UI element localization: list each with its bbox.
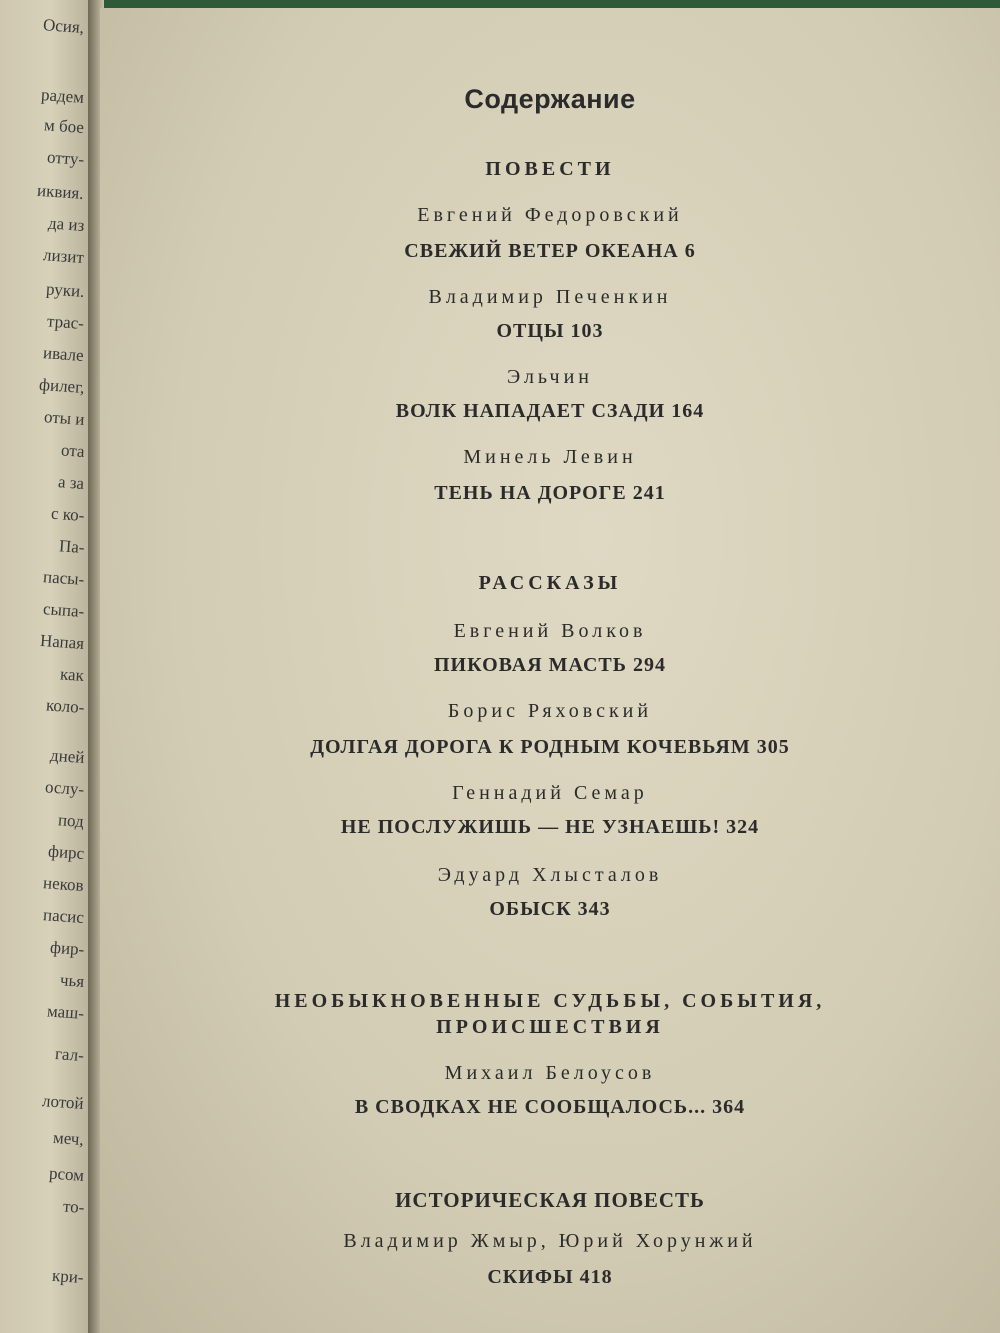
left-page-fragment: сыпа- (42, 599, 85, 621)
section-heading-sudby: НЕОБЫКНОВЕННЫЕ СУДЬБЫ, СОБЫТИЯ, (274, 990, 826, 1012)
toc-author: Эльчин (507, 366, 593, 388)
toc-author: Евгений Федоровский (417, 204, 683, 226)
toc-author: Евгений Волков (453, 620, 647, 642)
left-page-fragment: фир- (49, 937, 85, 959)
toc-entry: СКИФЫ 418 (487, 1266, 613, 1288)
left-page-fragment: ота (59, 440, 85, 461)
section-heading-rasskazy: РАССКАЗЫ (478, 572, 622, 594)
toc-entry: СВЕЖИЙ ВЕТЕР ОКЕАНА 6 (404, 240, 696, 262)
toc-entry: ДОЛГАЯ ДОРОГА К РОДНЫМ КОЧЕВЬЯМ 305 (310, 736, 790, 758)
left-page-fragment: Напая (39, 630, 85, 653)
section-heading-sudby-cont: ПРОИСШЕСТВИЯ (436, 1016, 664, 1038)
toc-author: Борис Ряховский (447, 700, 653, 722)
toc-entry: ТЕНЬ НА ДОРОГЕ 241 (434, 482, 666, 504)
toc-entry: ПИКОВАЯ МАСТЬ 294 (434, 654, 666, 676)
toc-entry: В СВОДКАХ НЕ СООБЩАЛОСЬ... 364 (354, 1096, 746, 1118)
left-page-fragment: ивале (42, 343, 85, 365)
toc-entry: ОТЦЫ 103 (496, 320, 604, 342)
left-page-fragment: Па- (57, 536, 85, 557)
left-page-fragment: как (59, 664, 85, 685)
left-page-fragment: иквия. (36, 180, 85, 203)
left-page-fragment: пасис (42, 905, 85, 927)
toc-author: Геннадий Семар (452, 782, 648, 804)
toc-author: Михаил Белоусов (444, 1062, 656, 1084)
left-page-fragment: лотой (41, 1091, 85, 1113)
left-page-fragment: пасы- (42, 567, 85, 589)
contents-page (100, 8, 1000, 1333)
toc-entry: НЕ ПОСЛУЖИШЬ — НЕ УЗНАЕШЬ! 324 (340, 816, 760, 838)
left-page-fragment: гал- (54, 1044, 85, 1065)
left-page-fragment: то- (62, 1196, 85, 1217)
left-page-fragment: оты и (42, 407, 85, 429)
left-page-margin (0, 0, 92, 1333)
toc-author: Владимир Печенкин (428, 286, 672, 308)
left-page-fragment: рсом (48, 1163, 85, 1185)
left-page-fragment: лизит (42, 245, 85, 267)
page-title: Содержание (464, 84, 636, 114)
left-page-fragment: меч, (52, 1127, 85, 1149)
left-page-fragment: Осия, (42, 15, 85, 37)
left-page-fragment: ослу- (44, 777, 85, 799)
left-page-fragment: руки. (45, 279, 85, 301)
left-page-fragment: а за (57, 472, 85, 493)
left-page-fragment: коло- (45, 695, 85, 717)
toc-author: Эдуард Хлысталов (437, 864, 663, 886)
left-page-fragment: м бое (43, 115, 85, 137)
left-page-fragment: с ко- (50, 503, 85, 525)
left-page-fragment: неков (42, 873, 85, 895)
left-page-fragment: отту- (46, 147, 85, 169)
toc-author: Владимир Жмыр, Юрий Хорунжий (343, 1230, 757, 1252)
left-page-fragment: филег, (38, 374, 85, 397)
section-heading-povesti: ПОВЕСТИ (485, 158, 615, 180)
left-page-fragment: маш- (46, 1001, 85, 1023)
left-page-fragment: трас- (46, 311, 85, 333)
left-page-fragment: под (57, 810, 85, 831)
toc-author: Минель Левин (463, 446, 637, 468)
left-page-fragment: радем (40, 85, 85, 107)
left-page-fragment: фирс (47, 841, 85, 863)
left-page-fragment: чья (59, 970, 85, 991)
toc-entry: ВОЛК НАПАДАЕТ СЗАДИ 164 (395, 400, 705, 422)
left-page-fragment: да из (47, 213, 85, 235)
toc-entry: ОБЫСК 343 (489, 898, 611, 920)
left-page-fragment: кри- (51, 1265, 85, 1287)
left-page-fragment: дней (49, 745, 85, 767)
section-heading-historical: ИСТОРИЧЕСКАЯ ПОВЕСТЬ (395, 1188, 705, 1212)
